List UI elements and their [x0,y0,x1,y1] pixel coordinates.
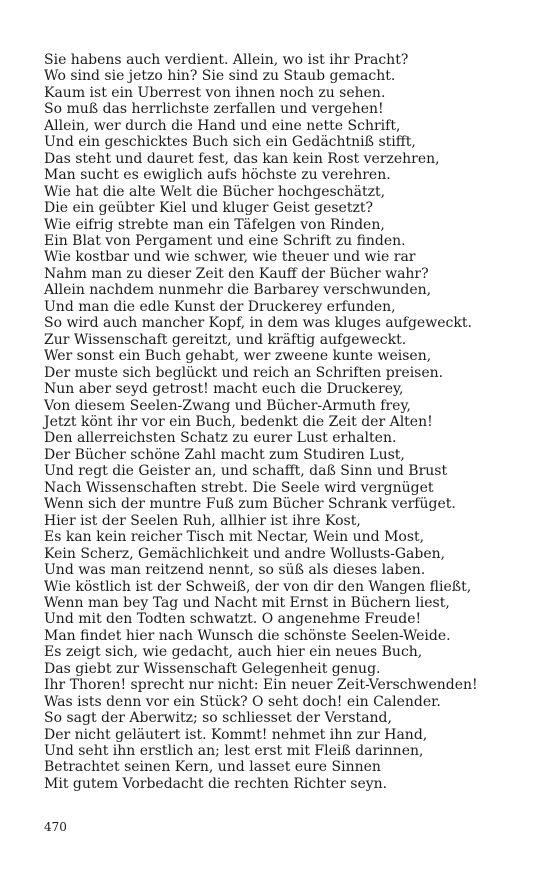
text-line: Und mit den Todten schwatzt. O angenehme Freude! [44,611,422,628]
text-line: Kaum ist ein Uberrest von ihnen noch zu sehen. [44,84,386,101]
text-line: Und seht ihn erstlich an; lest erst mit Fleiß darinnen, [44,743,424,760]
text-line: Nach Wissenschaften strebt. Die Seele wird vergnüget [44,479,434,496]
text-line: Das giebt zur Wissenschaft Gelegenheit genug. [44,660,381,677]
text-line: Von diesem Seelen-Zwang und Bücher-Armuth frey, [44,397,411,414]
text-line: Was ists denn vor ein Stück? O seht doch! ein Calender. [44,693,441,710]
text-line: Jetzt könt ihr vor ein Buch, bedenkt die Zeit der Alten! [44,413,433,430]
text-line: Ein Blat von Pergament und eine Schrift zu finden. [44,232,406,249]
text-line: Zur Wissenschaft gereitzt, und kräftig aufgeweckt. [44,331,407,348]
text-line: Es kan kein reicher Tisch mit Nectar, Wein und Most, [44,529,425,546]
text-line: Die ein geübter Kiel und kluger Geist gesetzt? [44,200,373,217]
text-line: So wird auch mancher Kopf, in dem was kluges aufgeweckt. [44,315,472,332]
text-line: Und man die edle Kunst der Druckerey erfunden, [44,298,396,315]
text-line: Kein Scherz, Gemächlichkeit und andre Wollusts-Gaben, [44,545,446,562]
text-line: Wenn man bey Tag und Nacht mit Ernst in Büchern liest, [44,594,450,611]
text-line: Wie köstlich ist der Schweiß, der von dir den Wangen fließt, [44,578,472,595]
text-line: Sie habens auch verdient. Allein, wo ist ihr Pracht? [44,52,409,68]
text-line: So sagt der Aberwitz; so schliesset der Verstand, [44,710,392,727]
text-line: Und ein geschicktes Buch sich ein Gedächtniß stifft, [44,134,416,151]
text-line: Das steht und dauret fest, das kan kein Rost verzehren, [44,150,440,167]
text-line: Den allerreichsten Schatz zu eurer Lust erhalten. [44,430,397,447]
text-line: Und regt die Geister an, und schafft, daß Sinn und Brust [44,463,448,480]
text-line: Allein, wer durch die Hand und eine nette Schrift, [44,117,401,134]
text-line: Allein nachdem nunmehr die Barbarey verschwunden, [44,282,432,299]
text-line: So muß das herrlichste zerfallen und vergehen! [44,101,384,118]
text-line: Und was man reitzend nennt, so süß als dieses laben. [44,562,426,579]
page-number: 470 [44,820,67,834]
text-line: Betrachtet seinen Kern, und lasset eure Sinnen [44,759,381,776]
text-line: Wie kostbar und wie schwer, wie theuer und wie rar [44,249,416,266]
text-line: Nun aber seyd getrost! macht euch die Druckerey, [44,381,404,398]
text-line: Wer sonst ein Buch gehabt, wer zweene kunte weisen, [44,348,432,365]
text-line: Nahm man zu dieser Zeit den Kauff der Bücher wahr? [44,265,429,282]
text-line: Man findet hier nach Wunsch die schönste Seelen-Weide. [44,627,451,644]
text-line: Wie hat die alte Welt die Bücher hochgeschätzt, [44,183,386,200]
text-line: Wenn sich der muntre Fuß zum Bücher Schrank verfüget. [44,496,456,513]
text-line: Der nicht geläutert ist. Kommt! nehmet ihn zur Hand, [44,726,428,743]
text-line: Mit gutem Vorbedacht die rechten Richter seyn. [44,775,388,792]
text-line: Es zeigt sich, wie gedacht, auch hier ein neues Buch, [44,644,423,661]
text-line: Hier ist der Seelen Ruh, allhier ist ihre Kost, [44,512,361,529]
text-line: Der Bücher schöne Zahl macht zum Studiren Lust, [44,446,405,463]
text-line: Wie eifrig strebte man ein Täfelgen von Rinden, [44,216,385,233]
text-line: Der muste sich beglückt und reich an Schriften preisen. [44,364,444,381]
text-line: Man sucht es ewiglich aufs höchste zu verehren. [44,167,391,184]
text-line: Ihr Thoren! sprecht nur nicht: Ein neuer Zeit-Verschwenden! [44,677,478,694]
poem-text [44,52,514,792]
text-line: Wo sind sie jetzo hin? Sie sind zu Staub gemacht. [44,68,396,85]
